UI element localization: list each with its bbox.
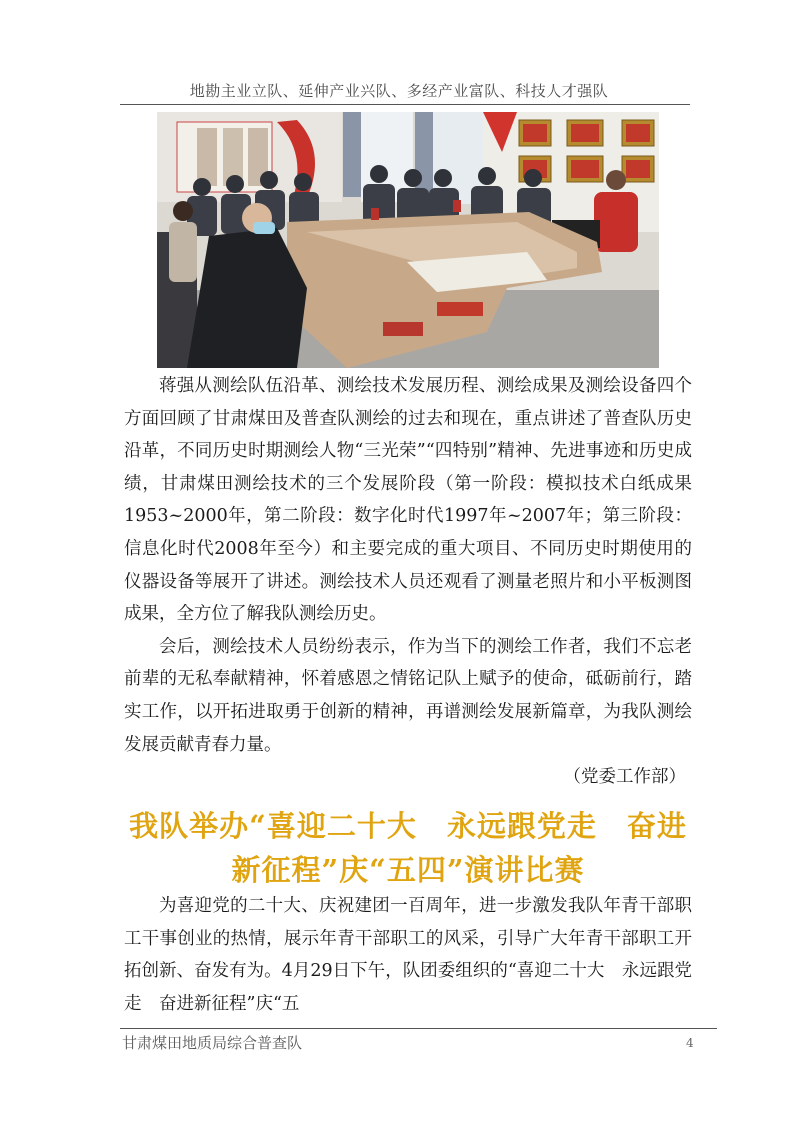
article2-title: [100, 804, 716, 892]
article2-title-line1: 我队举办“喜迎二十大 永远跟党走 奋进: [129, 809, 687, 843]
footer-org: 甘肃煤田地质局综合普查队: [122, 1034, 303, 1052]
page-number: 4: [686, 1036, 694, 1050]
article2-body: [124, 890, 692, 1020]
article2-title-line2: 新征程”庆“五四”演讲比赛: [231, 853, 585, 887]
article2-paragraph: 为喜迎党的二十大、庆祝建团一百周年，进一步激发我队年青干部职工干事创业的热情，展示年青干部职工的风采，引导广大年青干部职工开拓创新、奋发有为。4月29日下午，队团委组织的“喜迎二十大 永远跟党走 奋进新征程”庆“五: [124, 896, 692, 1014]
article1-paragraph: 蒋强从测绘队伍沿革、测绘技术发展历程、测绘成果及测绘设备四个方面回顾了甘肃煤田及普查队测绘的过去和现在，重点讲述了普查队历史沿革，不同历史时期测绘人物“三光荣”“四特别”精神、先进事迹和历史成绩，甘肃煤田测绘技术的三个发展阶段（第一阶段：模拟技术白纸成果1953~2000年，第二阶段：数字化时代1997年~2007年；第三阶段：信息化时代2008年至今）和主要完成的重大项目、不同历史时期使用的仪器设备等展开了讲述。测绘技术人员还观看了测量老照片和小平板测图成果，全方位了解我队测绘历史。: [124, 376, 692, 625]
header-slogan: 地勘主业立队、延伸产业兴队、多经产业富队、科技人才强队: [189, 82, 609, 100]
meeting-photo: [157, 112, 659, 368]
header-divider: [120, 104, 690, 105]
article1-body: [124, 370, 692, 794]
footer-divider: [120, 1028, 717, 1029]
article1-paragraph: 会后，测绘技术人员纷纷表示，作为当下的测绘工作者，我们不忘老前辈的无私奉献精神，怀着感恩之情铭记队上赋予的使命，砥砺前行，踏实工作，以开拓进取勇于创新的精神，再谱测绘发展新篇章，为我队测绘发展贡献青春力量。: [124, 636, 692, 755]
article1-signature: （党委工作部）: [563, 767, 686, 788]
